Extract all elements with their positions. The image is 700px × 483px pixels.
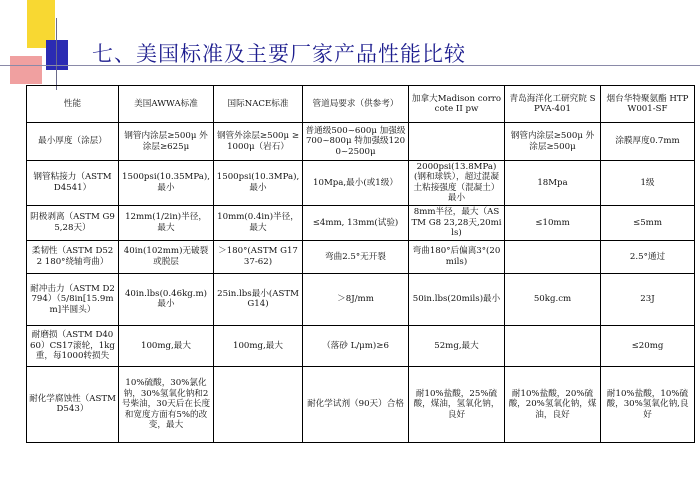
table-cell: 10%硫酸，30%氯化钠，30%氢氧化钠和2号柴油，30天后在长度和宽度方面有5%的改变，最大 [119,366,214,442]
table-cell: ＞8J/mm [303,273,409,325]
table-row [27,240,695,273]
table-cell: 50kg.cm [505,273,601,325]
table-cell: 50in.lbs(20mils)最小 [409,273,505,325]
table-row [27,161,695,206]
header-cell: 烟台华特聚氨酯 HTPW001-SF [601,86,695,123]
table-cell: 10mm(0.4in)半径，最大 [214,205,303,240]
table-cell: 耐10%盐酸，10%硫酸，30%氢氧化钠,良好 [601,366,695,442]
table-cell: 2000psi(13.8MPa)(钢和球铁），超过混凝土粘接强度（混凝土）最小 [409,161,505,206]
header-cell: 美国AWWA标准 [119,86,214,123]
table-cell: ≤4mm, 13mm(试验) [303,205,409,240]
property-cell: 最小厚度（涂层） [27,123,119,161]
table-cell: 52mg,最大 [409,325,505,366]
table-cell: 40in.lbs(0.46kg.m)最小 [119,273,214,325]
property-cell: 耐磨损（ASTM D4060）CS17滚轮，1kg重，每1000转损失 [27,325,119,366]
property-cell: 阴极剥离（ASTM G95,28天） [27,205,119,240]
table-cell: 1500psi(10.3MPa),最小 [214,161,303,206]
table-cell: 12mm(1/2in)半径，最大 [119,205,214,240]
property-cell: 耐冲击力（ASTM D2794）（5/8in[15.9mm]半圆头） [27,273,119,325]
table-cell: 8mm半径，最大（ASTM G8 23,28天,20mils) [409,205,505,240]
table-row [27,205,695,240]
header-cell: 青岛海洋化工研究院 SPVA-401 [505,86,601,123]
table-cell [214,366,303,442]
decor-vertical-line [56,18,57,90]
table-cell: 涂膜厚度0.7mm [601,123,695,161]
header-cell: 管道局要求（供参考） [303,86,409,123]
table-cell: 18Mpa [505,161,601,206]
table-cell: ≤5mm [601,205,695,240]
table-cell [505,325,601,366]
table-row [27,325,695,366]
table-header-row [27,86,695,123]
table-cell: 耐10%盐酸，25%硫酸，煤油，氢氧化钠，良好 [409,366,505,442]
table-cell: 100mg,最大 [214,325,303,366]
table-cell: 耐化学试剂（90天）合格 [303,366,409,442]
table-cell: 普通级500~600μ 加强级700~800μ 特加强级1200~2500μ [303,123,409,161]
table-cell: 10Mpa,最小(或1级） [303,161,409,206]
header-cell: 加拿大Madison corrocote II pw [409,86,505,123]
table-cell [505,240,601,273]
table-cell: 1500psi(10.35MPa),最小 [119,161,214,206]
table-cell [409,123,505,161]
table-cell: 钢管内涂层≥500μ 外涂层≥500μ [505,123,601,161]
table-cell: 2.5°通过 [601,240,695,273]
property-cell: 耐化学腐蚀性（ASTM D543） [27,366,119,442]
slide-title: 七、美国标准及主要厂家产品性能比较 [92,42,466,66]
table-cell: 钢管内涂层≥500μ 外涂层≥625μ [119,123,214,161]
property-cell: 柔韧性（ASTM D522 180°绕轴弯曲） [27,240,119,273]
table-row [27,366,695,442]
comparison-table [26,85,695,443]
header-cell: 国际NACE标准 [214,86,303,123]
table-cell: 钢管外涂层≥500μ ≥1000μ（岩石） [214,123,303,161]
table-cell: （落砂 L/μm)≥6 [303,325,409,366]
table-row [27,123,695,161]
table-row [27,273,695,325]
table-cell: 弯曲2.5°无开裂 [303,240,409,273]
decor-pink-square [10,56,42,84]
property-cell: 钢管粘接力（ASTM D4541） [27,161,119,206]
table-cell: 1级 [601,161,695,206]
table-cell: ＞180°(ASTM G1737-62) [214,240,303,273]
table-cell: 23J [601,273,695,325]
table-cell: 25in.lbs最小(ASTM G14) [214,273,303,325]
table-cell: 弯曲180°后偏离3°(20mils) [409,240,505,273]
table-cell: 耐10%盐酸，20%硫酸，20%氢氧化钠，煤油，良好 [505,366,601,442]
table-cell: ≤20mg [601,325,695,366]
table-cell: 100mg,最大 [119,325,214,366]
header-cell: 性能 [27,86,119,123]
table-cell: 40in(102mm)无破裂或脱层 [119,240,214,273]
table-cell: ≤10mm [505,205,601,240]
